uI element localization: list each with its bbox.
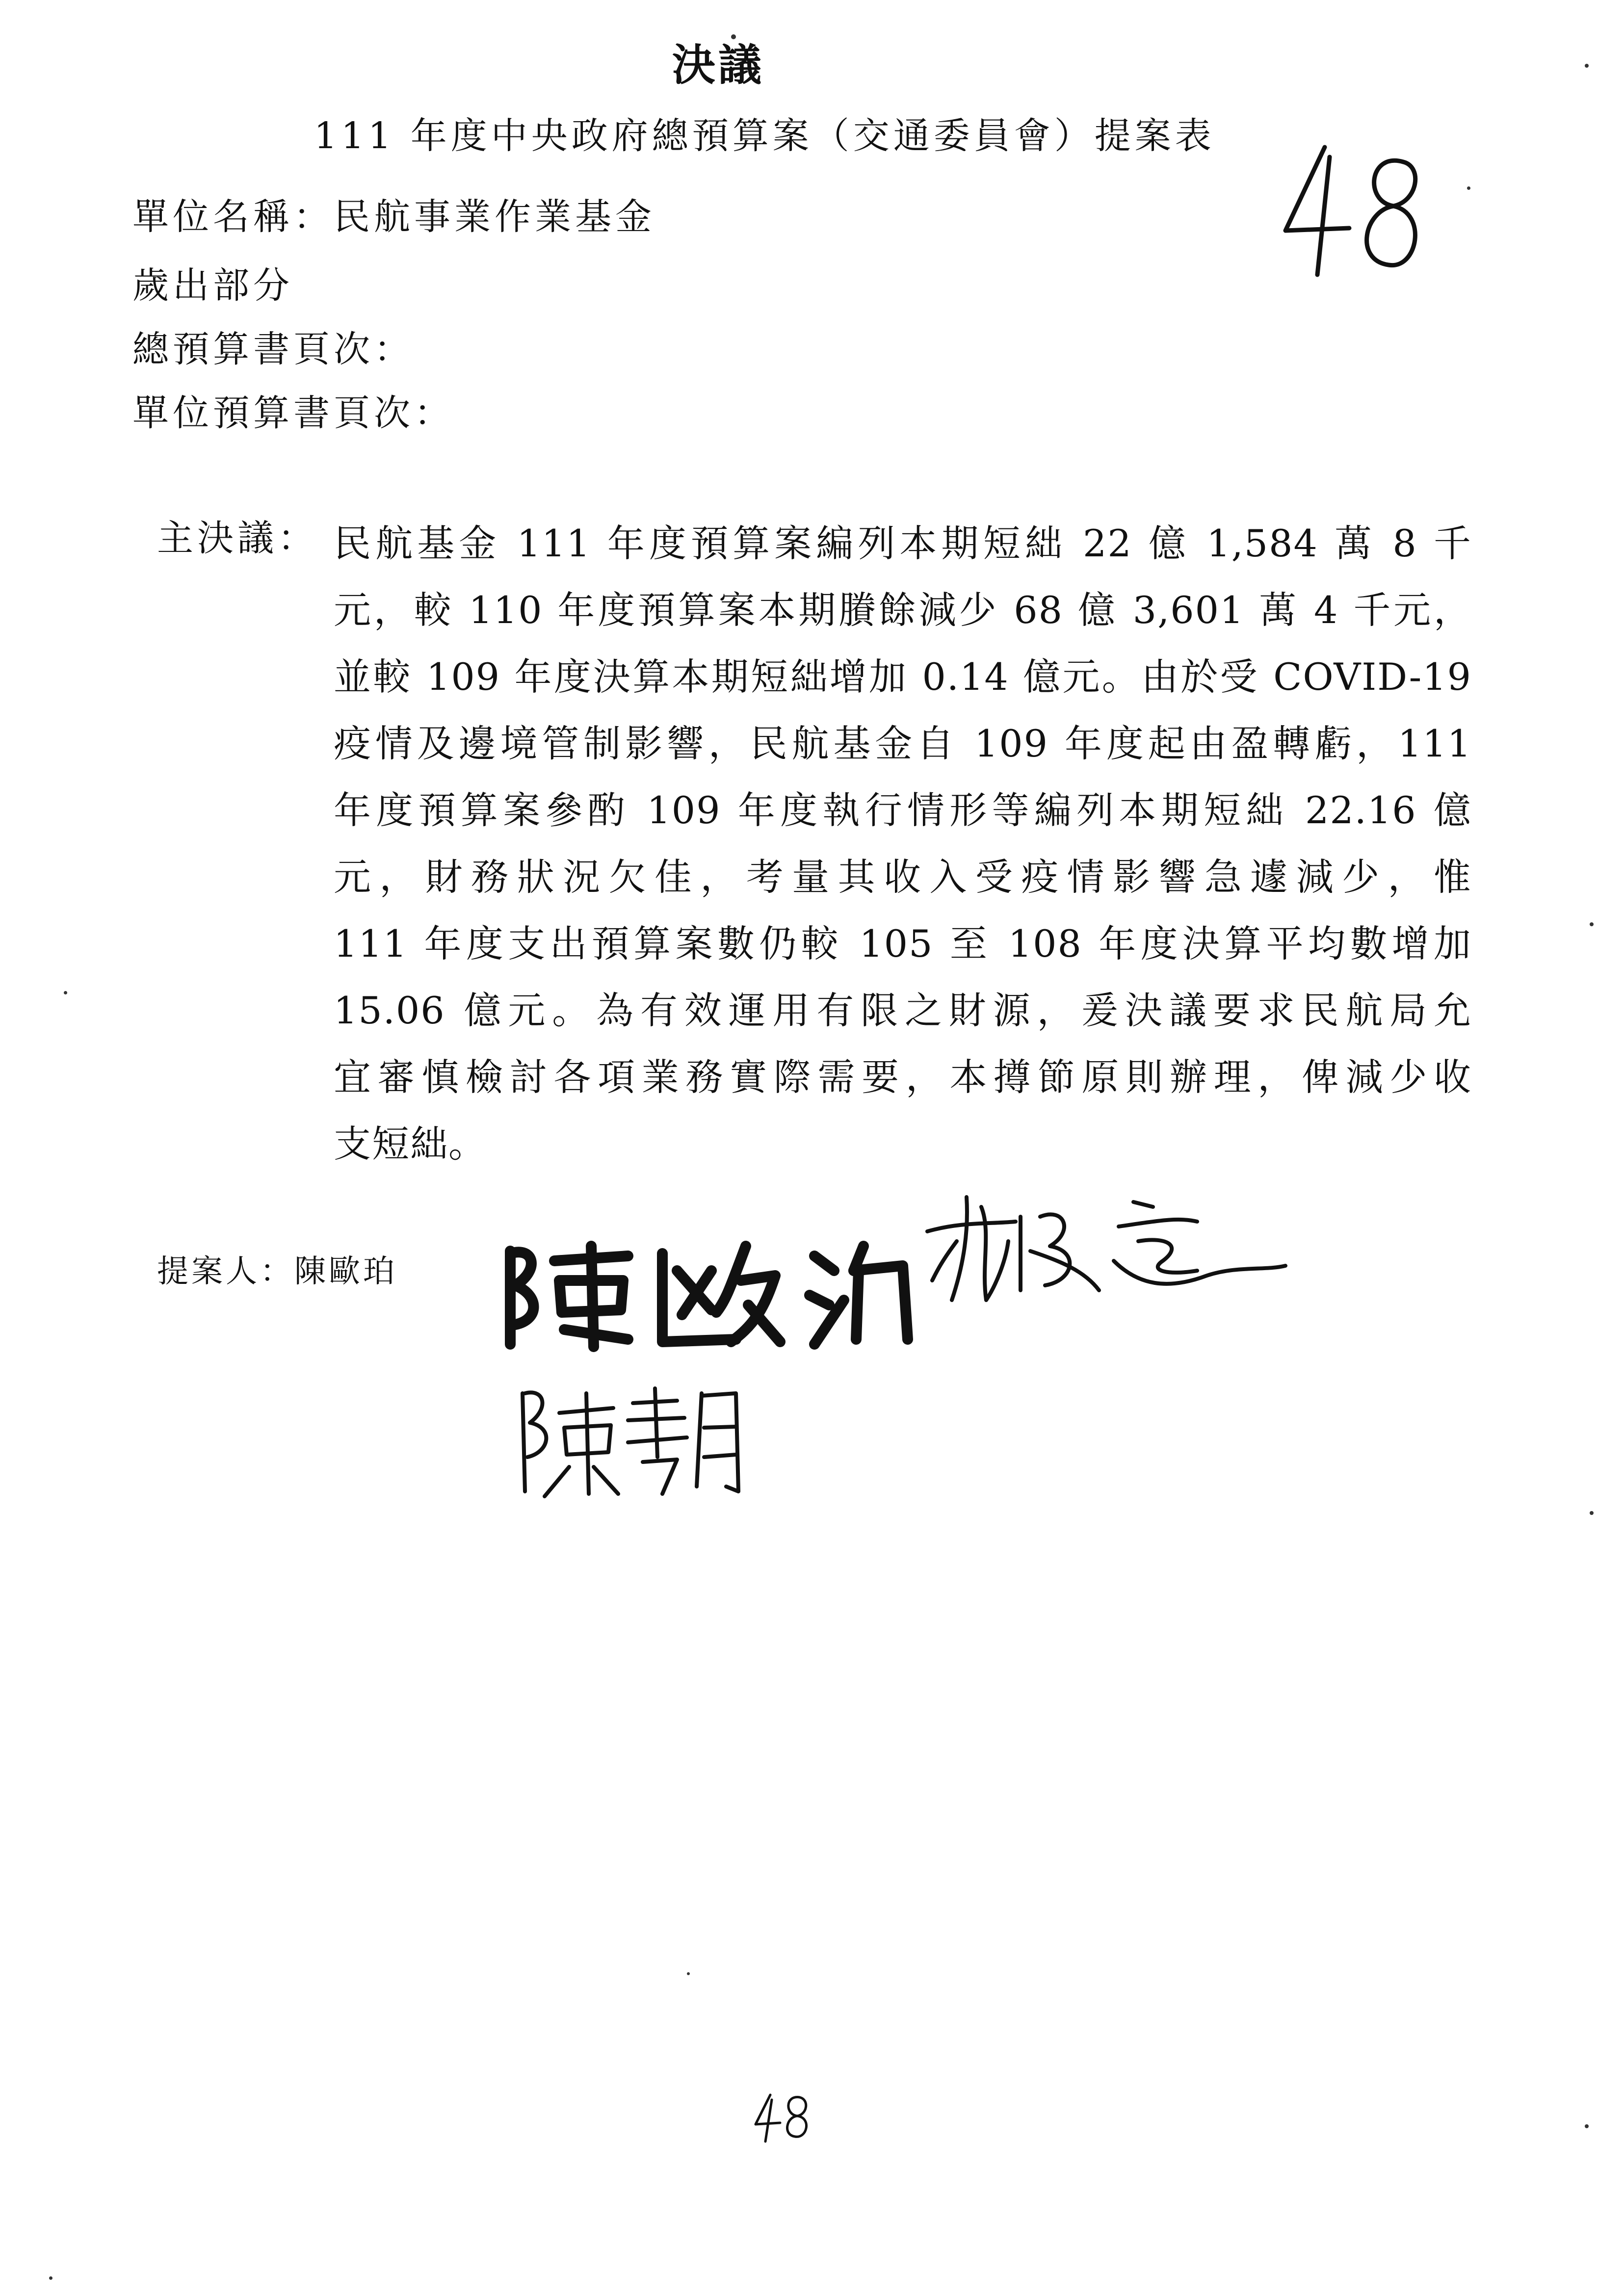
- scan-speck: [687, 1972, 690, 1975]
- scan-speck: [1467, 186, 1470, 190]
- proposer-label: 提案人：: [157, 1253, 294, 1290]
- resolution-label: 主決議：: [157, 517, 318, 559]
- resolution-line: 111 年度支出預算案數仍較 105 至 108 年度決算平均數增加: [334, 922, 1472, 965]
- section-line: 歲出部分: [132, 264, 293, 307]
- scan-speck: [731, 34, 736, 39]
- scan-speck: [49, 2276, 52, 2280]
- scan-speck: [1585, 64, 1589, 68]
- resolution-line: 年度預算案參酌 109 年度執行情形等編列本期短絀 22.16 億: [334, 788, 1472, 832]
- resolution-line: 民航基金 111 年度預算案編列本期短絀 22 億 1,584 萬 8 千: [334, 522, 1472, 565]
- resolution-line: 元，較 110 年度預算案本期賸餘減少 68 億 3,601 萬 4 千元，: [334, 588, 1472, 632]
- unit-name-value: 民航事業作業基金: [334, 196, 655, 238]
- document-heading: 決議: [672, 39, 765, 90]
- signature-chen-ou-po: [500, 1226, 922, 1354]
- unit-name-line: [132, 196, 655, 238]
- resolution-line: 元，財務狀況欠佳，考量其收入受疫情影響急遽減少，惟: [334, 855, 1472, 899]
- general-budget-page-line: 總預算書頁次：: [132, 328, 414, 370]
- resolution-line: 15.06 億元。為有效運用有限之財源，爰決議要求民航局允: [334, 989, 1472, 1032]
- handwritten-number-top: [1271, 128, 1438, 285]
- resolution-line: 疫情及邊境管制影響，民航基金自 109 年度起由盈轉虧，111: [334, 722, 1472, 765]
- scan-speck: [1585, 2124, 1589, 2128]
- signature-lin-chun-hsien: [922, 1187, 1295, 1315]
- scan-speck: [1590, 922, 1594, 926]
- proposer-name: 陳歐珀: [294, 1253, 397, 1290]
- resolution-line: 並較 109 年度決算本期短絀增加 0.14 億元。由於受 COVID-19: [334, 655, 1472, 699]
- handwritten-number-bottom: [748, 2087, 817, 2146]
- unit-name-label: 單位名稱：: [132, 196, 334, 238]
- resolution-line: 宜審慎檢討各項業務實際需要，本撙節原則辦理，俾減少收: [334, 1055, 1472, 1099]
- document-subheading: 111 年度中央政府總預算案（交通委員會）提案表: [314, 115, 1215, 157]
- scan-speck: [1590, 1511, 1594, 1515]
- proposer-line: [157, 1253, 397, 1290]
- scan-speck: [64, 991, 67, 994]
- resolution-body: [334, 510, 1472, 1177]
- signature-chen-su-yueh: [515, 1374, 746, 1501]
- unit-budget-page-line: 單位預算書頁次：: [132, 392, 454, 434]
- resolution-line: 支短絀。: [334, 1122, 487, 1166]
